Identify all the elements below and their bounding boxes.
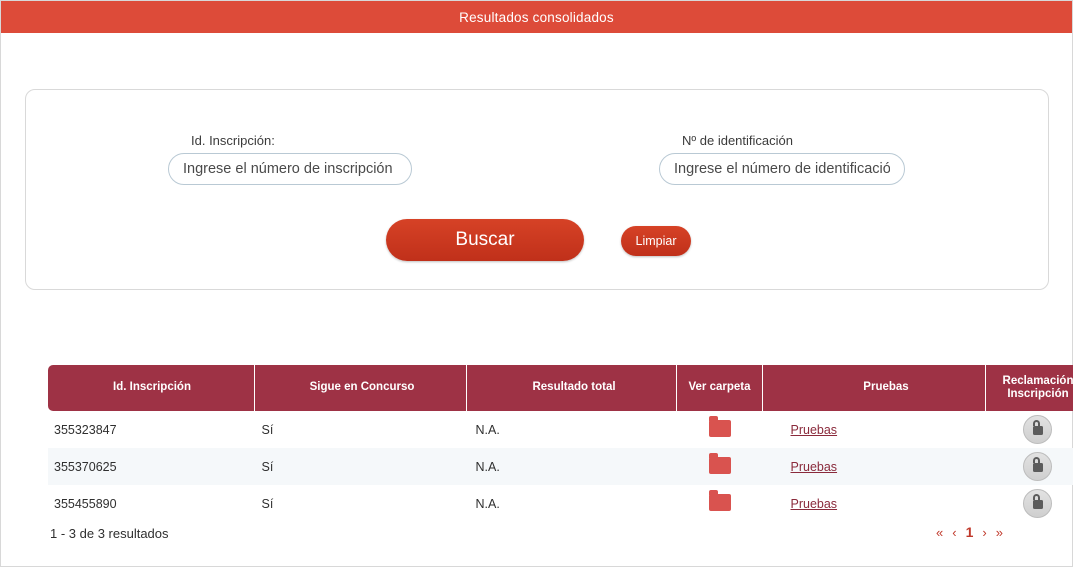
folder-icon[interactable] (709, 420, 731, 437)
pagination-next[interactable]: › (982, 524, 987, 540)
folder-icon[interactable] (709, 494, 731, 511)
cell-id-inscripcion: 355370625 (54, 459, 117, 474)
cell-resultado-total: N.A. (475, 496, 500, 511)
folder-icon[interactable] (709, 457, 731, 474)
cell-id-inscripcion: 355455890 (54, 496, 117, 511)
column-header-pruebas[interactable]: Pruebas (763, 365, 986, 411)
pagination-last[interactable]: » (995, 524, 1003, 540)
label-id-inscripcion: Id. Inscripción: (191, 133, 275, 148)
pagination-first[interactable]: « (936, 524, 944, 540)
cell-pruebas (763, 448, 986, 485)
search-input-id-inscripcion[interactable] (168, 153, 412, 185)
pagination (936, 525, 1003, 539)
cell-sigue-en-concurso: Sí (261, 496, 274, 511)
cell-pruebas (763, 411, 986, 448)
result-count: 1 - 3 de 3 resultados (50, 526, 169, 541)
lock-icon[interactable] (1023, 489, 1052, 518)
buscar-button[interactable]: Buscar (386, 219, 584, 261)
pruebas-link[interactable]: Pruebas (790, 459, 838, 474)
cell-reclamacion (986, 411, 1073, 448)
lock-icon[interactable] (1023, 415, 1052, 444)
column-header-resultado-total[interactable]: Resultado total (467, 365, 677, 411)
column-header-sigue-en-concurso[interactable]: Sigue en Concurso (255, 365, 467, 411)
cell-reclamacion (986, 448, 1073, 485)
pruebas-link[interactable]: Pruebas (790, 422, 838, 437)
cell-sigue-en-concurso: Sí (261, 459, 274, 474)
pagination-prev[interactable]: ‹ (952, 524, 957, 540)
results-section (48, 365, 1073, 551)
field-numero-identificacion (659, 133, 905, 185)
cell-ver-carpeta[interactable] (677, 485, 763, 522)
column-header-reclamacion-line1: Reclamación (1002, 374, 1073, 387)
table-footer (48, 523, 1003, 551)
results-table-body (48, 411, 1073, 522)
column-header-reclamacion-line2: Inscripción (1007, 388, 1069, 400)
cell-sigue-en-concurso: Sí (261, 422, 274, 437)
lock-icon[interactable] (1023, 452, 1052, 481)
column-header-id-inscripcion[interactable]: Id. Inscripción (48, 365, 255, 411)
cell-pruebas (763, 485, 986, 522)
search-input-numero-identificacion[interactable] (659, 153, 905, 185)
table-header-row (48, 365, 1073, 411)
table-row (48, 485, 1073, 522)
column-header-reclamacion-inscripcion[interactable] (986, 365, 1073, 411)
cell-id-inscripcion: 355323847 (54, 422, 117, 437)
results-table (48, 365, 1073, 522)
limpiar-button[interactable]: Limpiar (621, 226, 691, 256)
search-panel (25, 89, 1049, 290)
window-title: Resultados consolidados (459, 9, 614, 25)
cell-reclamacion (986, 485, 1073, 522)
cell-ver-carpeta[interactable] (677, 448, 763, 485)
results-table-header (48, 365, 1073, 411)
cell-resultado-total: N.A. (475, 422, 500, 437)
table-row (48, 448, 1073, 485)
table-row (48, 411, 1073, 448)
label-numero-identificacion: Nº de identificación (682, 133, 793, 148)
window-titlebar (1, 1, 1072, 33)
pruebas-link[interactable]: Pruebas (790, 496, 838, 511)
field-id-inscripcion (168, 133, 412, 185)
pagination-page-1[interactable]: 1 (965, 524, 974, 540)
column-header-ver-carpeta[interactable]: Ver carpeta (677, 365, 763, 411)
cell-resultado-total: N.A. (475, 459, 500, 474)
cell-ver-carpeta[interactable] (677, 411, 763, 448)
